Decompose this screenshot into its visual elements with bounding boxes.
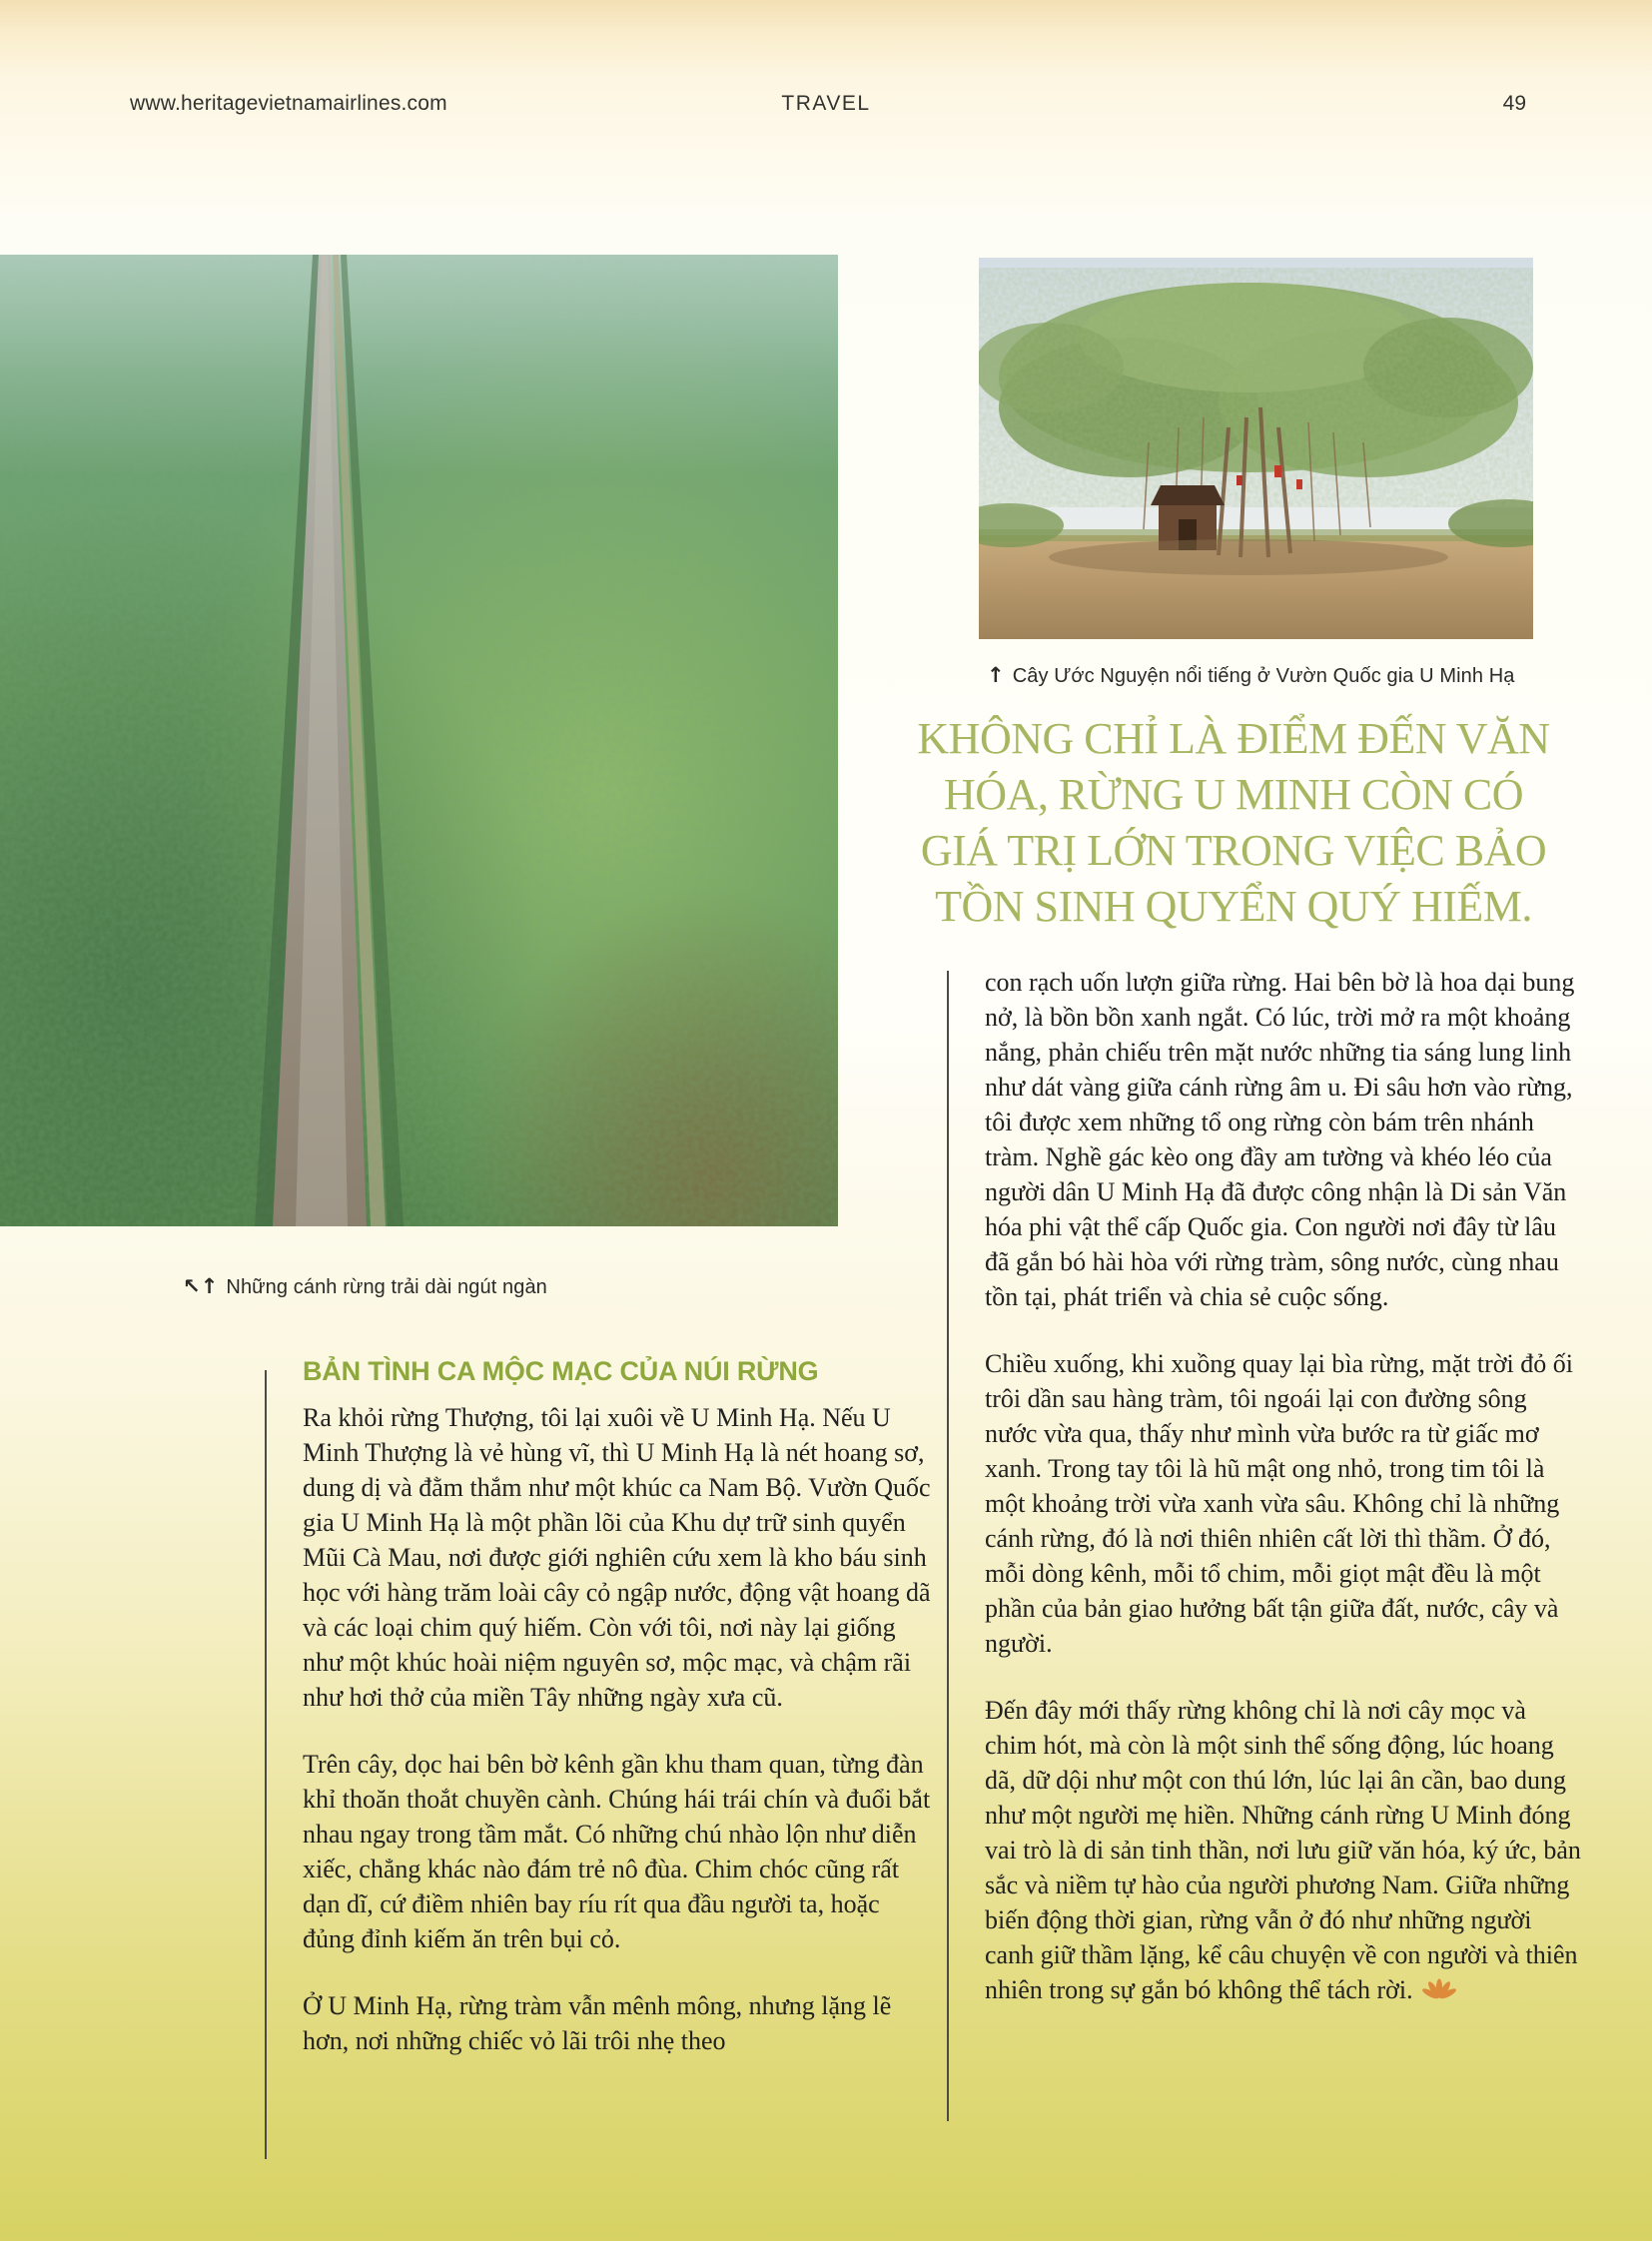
website-url: www.heritagevietnamairlines.com (130, 92, 447, 115)
article-right-column (985, 965, 1584, 2039)
paragraph (985, 1693, 1584, 2007)
lotus-end-marker-icon (1421, 1977, 1457, 2001)
forest-photo-caption (183, 1274, 547, 1299)
right-column-rule (947, 971, 949, 2121)
page-number: 49 (1502, 92, 1526, 115)
section-heading: BẢN TÌNH CA MỘC MẠC CỦA NÚI RỪNG (303, 1356, 819, 1386)
article-left-column (303, 1400, 938, 2090)
tree-photo-caption (987, 663, 1515, 688)
paragraph: con rạch uốn lượn giữa rừng. Hai bên bờ là hoa dại bung nở, là bồn bồn xanh ngắt. Có lúc, trời mở ra một khoảng nắng, phản chiếu trên mặt nước những tia sáng lung linh như dát vàng giữa cánh rừng âm u. Đi sâu hơn vào rừng, tôi được xem những tổ ong rừng còn bám trên nhánh tràm. Nghề gác kèo ong đầy am tường và khéo léo của người dân U Minh Hạ đã được công nhận là Di sản Văn hóa phi vật thể cấp Quốc gia. Con người nơi đây từ lâu đã gắn bó hài hòa với rừng tràm, sông nước, cùng nhau tồn tại, phát triển và chia sẻ cuộc sống. (985, 968, 1575, 1311)
forest-caption-text: Những cánh rừng trải dài ngút ngàn (226, 1276, 547, 1298)
paragraph: Chiều xuống, khi xuồng quay lại bìa rừng, mặt trời đỏ ối trôi dần sau hàng tràm, tôi ngoái lại con đường sông nước vừa qua, thấy như mình vừa bước ra từ giấc mơ xanh. Trong tay tôi là hũ mật ong nhỏ, trong tim tôi là một khoảng trời vừa xanh vừa sâu. Không chỉ là những cánh rừng, đó là nơi thiên nhiên cất lời thì thầm. Ở đó, mỗi dòng kênh, mỗi tổ chim, mỗi giọt mật đều là một phần của bản giao hưởng bất tận giữa đất, nước, cây và người. (985, 1349, 1573, 1658)
paragraph-text: Đến đây mới thấy rừng không chỉ là nơi cây mọc và chim hót, mà còn là một sinh thể sống động, lúc hoang dã, dữ dội như một con thú lớn, lúc lại ân cần, bao dung như một người mẹ hiền. Những cánh rừng U Minh đóng vai trò là di sản tinh thần, nơi lưu giữ văn hóa, ký ức, bản sắc và niềm tự hào của người phương Nam. Giữa những biến động thời gian, rừng vẫn ở đó như những người canh giữ thầm lặng, kể câu chuyện về con người và thiên nhiên trong sự gắn bó không thể tách rời. (985, 1696, 1581, 2004)
pull-quote-line: HÓA, RỪNG U MINH CÒN CÓ (944, 770, 1523, 819)
up-arrow-icon: ↑ (987, 663, 1005, 687)
paragraph: Trên cây, dọc hai bên bờ kênh gần khu tham quan, từng đàn khỉ thoăn thoắt chuyền cành. Chúng hái trái chín và đuổi bắt nhau ngay trong tầm mắt. Có những chú nhào lộn như diễn xiếc, chẳng khác nào đám trẻ nô đùa. Chim chóc cũng rất dạn dĩ, cứ điềm nhiên bay ríu rít qua đầu người ta, hoặc đủng đỉnh kiếm ăn trên bụi cỏ. (303, 1750, 931, 1953)
pull-quote-line: GIÁ TRỊ LỚN TRONG VIỆC BẢO (920, 826, 1547, 875)
forest-aerial-photo (0, 255, 838, 1226)
page-header (0, 92, 1652, 122)
up-left-up-arrows-icon: ↖↑ (183, 1274, 219, 1298)
left-column-rule (265, 1370, 267, 2159)
pull-quote (844, 711, 1623, 935)
pull-quote-line: TỒN SINH QUYỂN QUÝ HIẾM. (935, 882, 1532, 931)
paragraph: Ở U Minh Hạ, rừng tràm vẫn mênh mông, nhưng lặng lẽ hơn, nơi những chiếc vỏ lãi trôi nhẹ theo (303, 1991, 892, 2055)
tree-caption-text: Cây Ước Nguyện nổi tiếng ở Vườn Quốc gia U Minh Hạ (1012, 665, 1515, 687)
wishing-tree-photo (979, 258, 1533, 639)
section-title: TRAVEL (781, 92, 871, 115)
pull-quote-line: KHÔNG CHỈ LÀ ĐIỂM ĐẾN VĂN (917, 714, 1550, 763)
paragraph: Ra khỏi rừng Thượng, tôi lại xuôi về U Minh Hạ. Nếu U Minh Thượng là vẻ hùng vĩ, thì U Minh Hạ là nét hoang sơ, dung dị và đằm thắm như một khúc ca Nam Bộ. Vườn Quốc gia U Minh Hạ là một phần lõi của Khu dự trữ sinh quyển Mũi Cà Mau, nơi được giới nghiên cứu xem là kho báu sinh học với hàng trăm loài cây cỏ ngập nước, động vật hoang dã và các loại chim quý hiếm. Còn với tôi, nơi này lại giống như một khúc hoài niệm nguyên sơ, mộc mạc, và chậm rãi như hơi thở của miền Tây những ngày xưa cũ. (303, 1403, 931, 1712)
